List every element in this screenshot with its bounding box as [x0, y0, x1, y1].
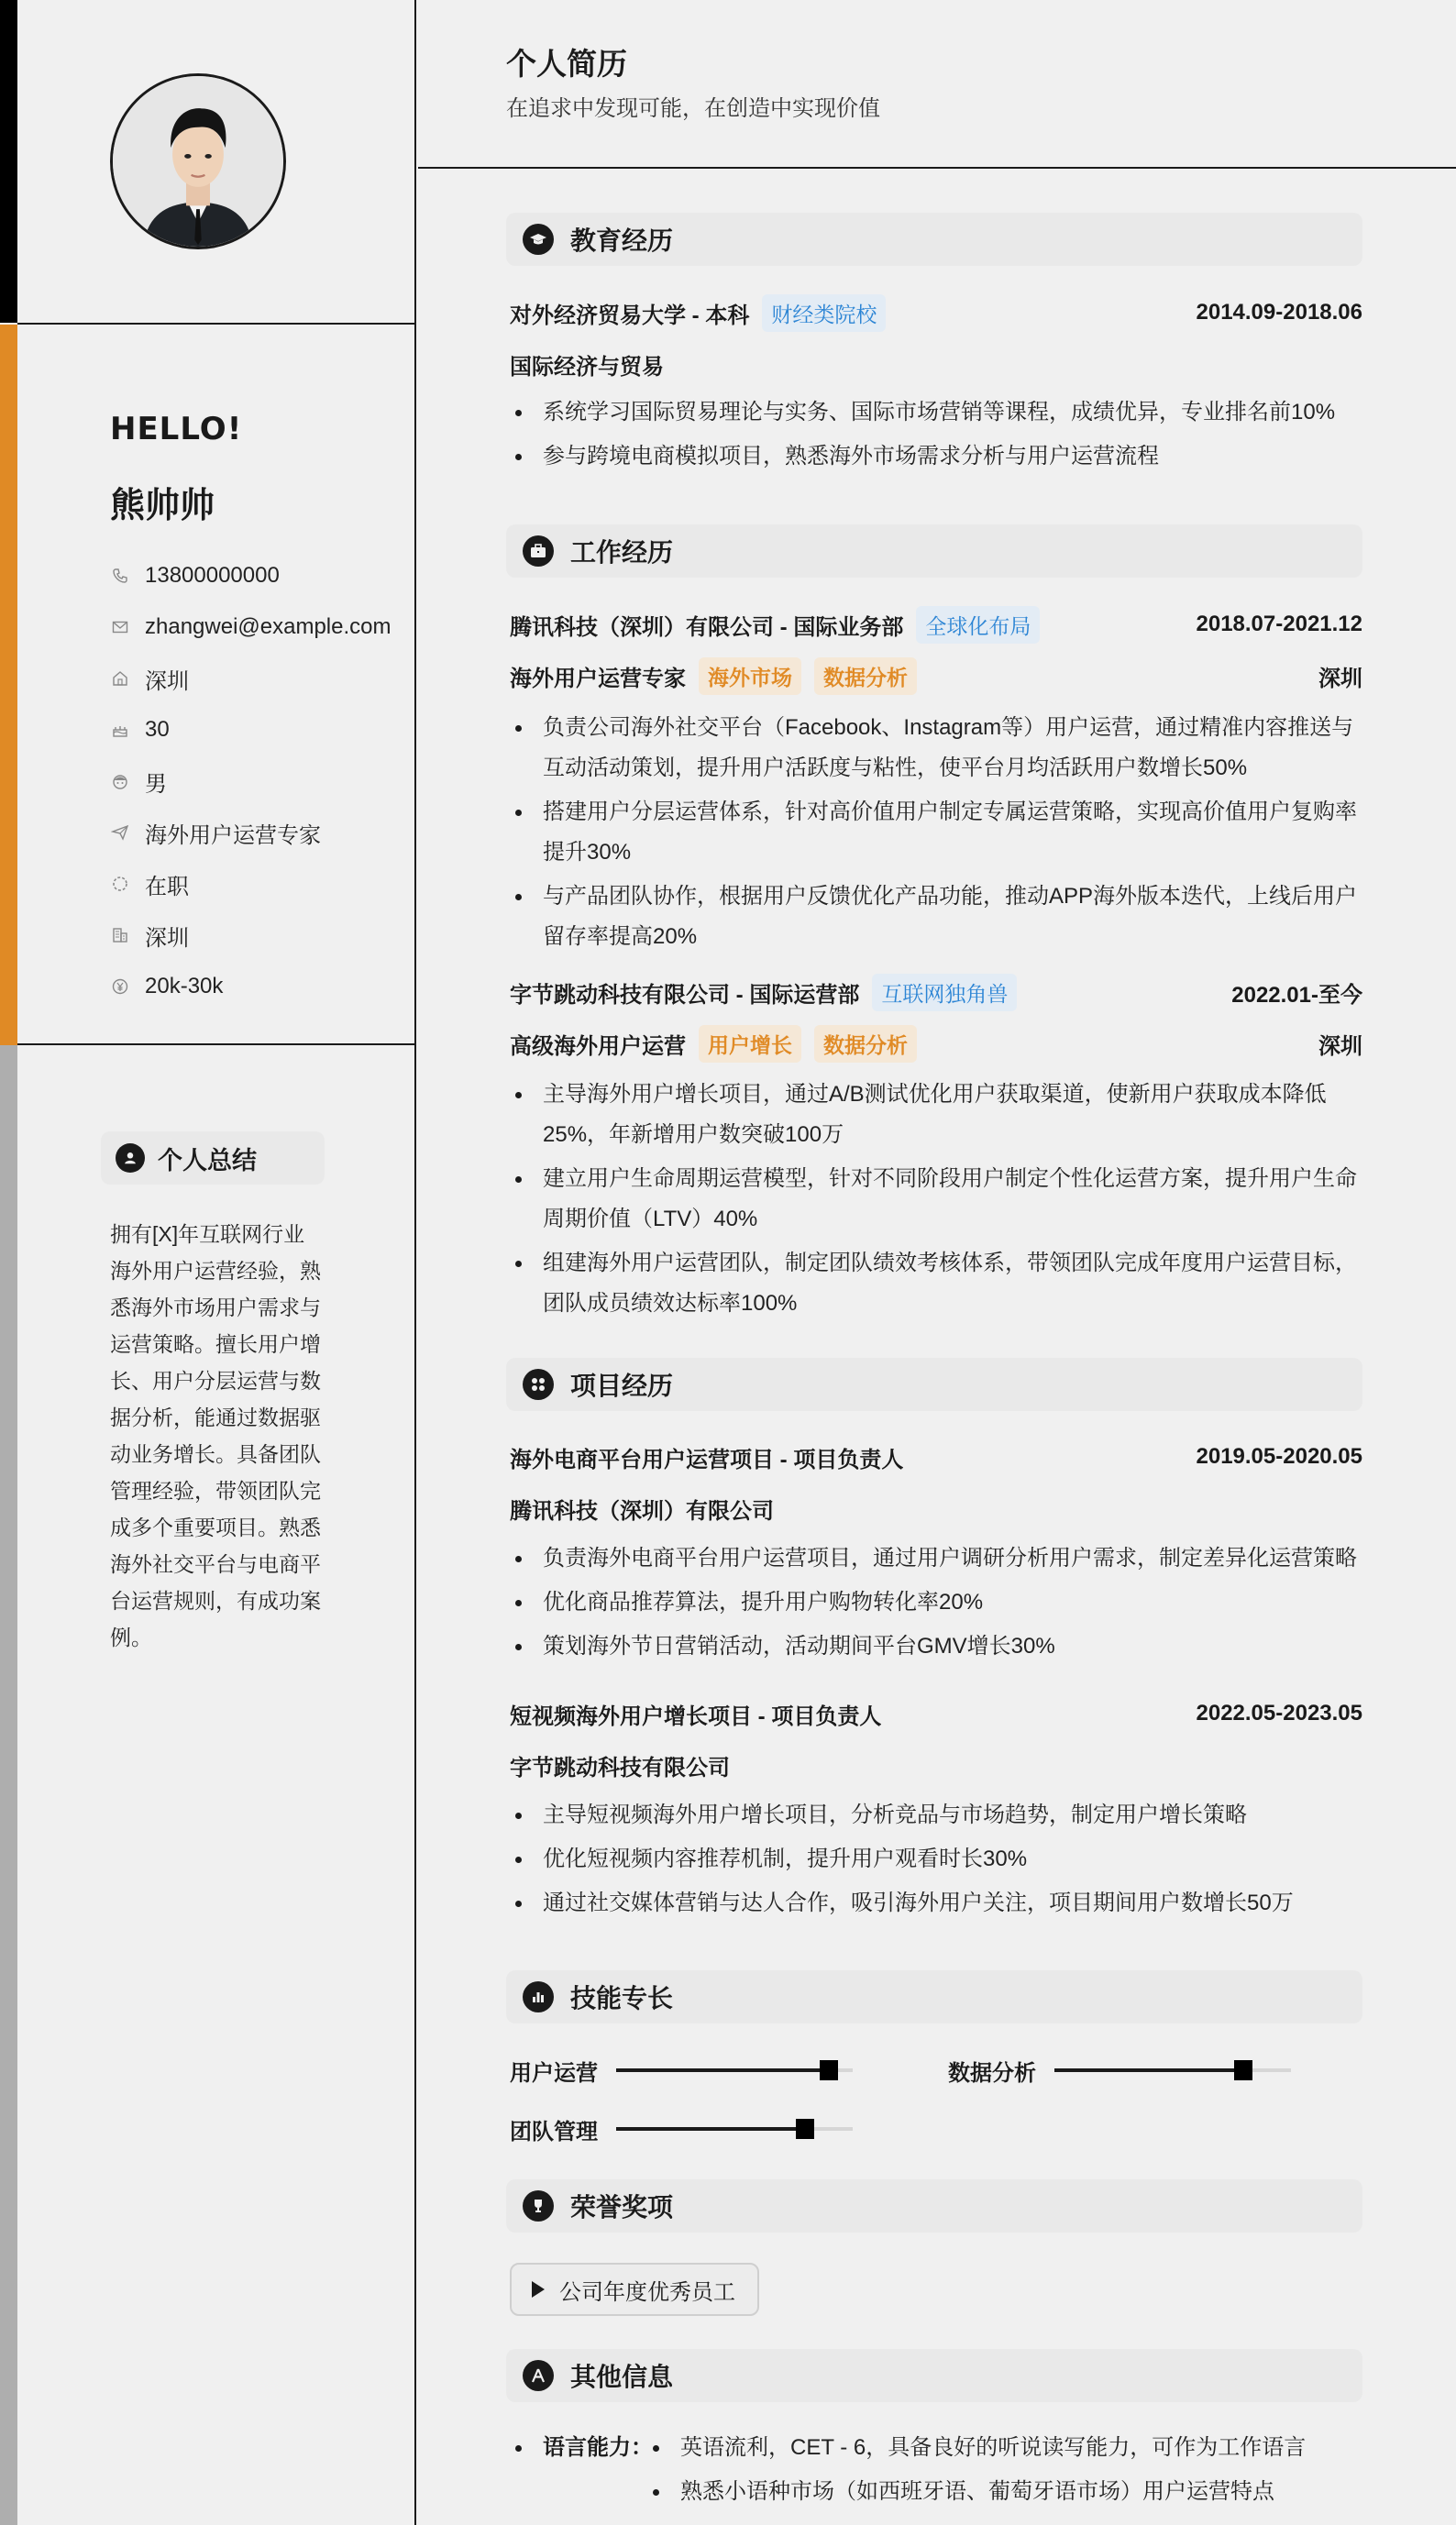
contact-email-value: zhangwei@example.com	[145, 614, 392, 639]
mail-icon	[110, 617, 130, 637]
accent-bar-orange	[0, 325, 17, 1045]
job-period: 2022.01-至今	[1231, 982, 1362, 1008]
list-item: 熟悉小语种市场（如西班牙语、葡萄牙语市场）用户运营特点	[647, 2474, 1306, 2510]
education-period: 2014.09-2018.06	[1196, 300, 1362, 325]
education-major: 国际经济与贸易	[510, 354, 664, 380]
main-content	[418, 0, 1456, 2525]
list-item: 优化商品推荐算法，提升用户购物转化率20%	[510, 1582, 1362, 1623]
job-company: 腾讯科技（深圳）有限公司 - 国际业务部	[510, 614, 904, 640]
other-title: 其他信息	[570, 2363, 674, 2391]
job-role-tag: 数据分析	[814, 657, 917, 695]
job-company-row	[510, 974, 1362, 1010]
skill-item	[510, 2111, 853, 2147]
grid-icon	[523, 1369, 554, 1400]
project-name-row	[510, 1695, 1362, 1732]
contact-salary-value: 20k-30k	[145, 974, 224, 998]
avatar-portrait-icon	[113, 76, 283, 247]
sidebar-divider	[17, 1043, 414, 1045]
job-period: 2018.07-2021.12	[1196, 612, 1362, 636]
job-company-row	[510, 606, 1362, 643]
skill-name: 数据分析	[948, 2060, 1036, 2086]
skills-title: 技能专长	[570, 1984, 674, 2012]
award-label: 公司年度优秀员工	[559, 2279, 735, 2305]
job-role: 海外用户运营专家	[510, 666, 686, 691]
project-period: 2022.05-2023.05	[1196, 1701, 1362, 1726]
job-bullets	[510, 708, 1362, 961]
education-school-row	[510, 294, 1362, 331]
list-item: 组建海外用户运营团队，制定团队绩效考核体系，带领团队完成年度用户运营目标，团队成员绩效达标率100%	[510, 1243, 1362, 1324]
contact-age-value: 30	[145, 717, 170, 742]
job-city: 深圳	[1318, 1033, 1362, 1059]
job-city: 深圳	[1318, 666, 1362, 691]
awards-title: 荣誉奖项	[570, 2193, 674, 2222]
contact-salary	[110, 961, 392, 1012]
contact-gender-value: 男	[145, 771, 167, 797]
yuan-icon	[110, 976, 130, 997]
award-item	[510, 2263, 759, 2316]
job-role-tag: 数据分析	[814, 1025, 917, 1063]
skill-item	[948, 2052, 1291, 2089]
contact-status	[110, 858, 392, 910]
project-name-row	[510, 1439, 1362, 1475]
project-name: 短视频海外用户增长项目 - 项目负责人	[510, 1704, 882, 1729]
project-bullets	[510, 1795, 1362, 1927]
contact-phone-value: 13800000000	[145, 563, 280, 588]
job-role-tag: 海外市场	[699, 657, 801, 695]
skill-track	[1054, 2068, 1291, 2072]
user-icon	[116, 1143, 145, 1173]
summary-text: 拥有[X]年互联网行业海外用户运营经验，熟悉海外市场用户需求与运营策略。擅长用户增长、用户分层运营与数据分析，能通过数据驱动业务增长。具备团队管理经验，带领团队完成多个重要项目。熟悉海外社交平台与电商平台运营规则，有成功案例。	[110, 1222, 321, 1649]
projects-title: 项目经历	[570, 1372, 674, 1400]
skill-knob	[820, 2060, 838, 2080]
hello-heading: HELLO!	[110, 411, 243, 447]
education-school: 对外经济贸易大学 - 本科	[510, 303, 750, 328]
page-subtitle: 在追求中发现可能，在创造中实现价值	[506, 96, 880, 121]
skill-track	[616, 2127, 853, 2131]
list-item: 主导短视频海外用户增长项目，分析竞品与市场趋势，制定用户增长策略	[510, 1795, 1362, 1836]
cake-icon	[110, 720, 130, 740]
job-company-tag: 全球化布局	[916, 606, 1040, 644]
work-title: 工作经历	[570, 538, 674, 567]
candidate-name: 熊帅帅	[110, 487, 215, 525]
phone-icon	[110, 566, 130, 586]
play-icon	[532, 2281, 545, 2298]
building-icon	[110, 925, 130, 945]
skills-section-header	[506, 1970, 1362, 2023]
skill-fill	[616, 2127, 805, 2131]
contact-work-city-value: 深圳	[145, 925, 189, 951]
job-role-row	[510, 1025, 1362, 1062]
contact-status-value: 在职	[145, 874, 189, 899]
contact-email	[110, 601, 392, 653]
contact-target-role	[110, 807, 392, 858]
accent-bar-gray	[0, 1045, 17, 2525]
project-company-row	[510, 1747, 1362, 1783]
project-bullets	[510, 1538, 1362, 1670]
list-item: 策划海外节日营销活动，活动期间平台GMV增长30%	[510, 1626, 1362, 1667]
skill-name: 团队管理	[510, 2119, 598, 2145]
education-title: 教育经历	[570, 226, 674, 255]
language-list	[647, 2430, 1306, 2518]
title-divider	[418, 167, 1456, 169]
project-company: 字节跳动科技有限公司	[510, 1755, 730, 1781]
job-bullets	[510, 1075, 1362, 1328]
other-section-header	[506, 2349, 1362, 2402]
list-item: 主导海外用户增长项目，通过A/B测试优化用户获取渠道，使新用户获取成本降低25%，年新增用户数突破100万	[510, 1075, 1362, 1155]
list-item: 通过社交媒体营销与达人合作，吸引海外用户关注，项目期间用户数增长50万	[510, 1883, 1362, 1924]
contact-gender	[110, 755, 392, 807]
list-item: 与产品团队协作，根据用户反馈优化产品功能，推动APP海外版本迭代，上线后用户留存率提高20%	[510, 877, 1362, 957]
list-item: 优化短视频内容推荐机制，提升用户观看时长30%	[510, 1839, 1362, 1880]
language-label: 语言能力：	[510, 2430, 653, 2466]
job-company-tag: 互联网独角兽	[872, 974, 1017, 1011]
list-item: 负责公司海外社交平台（Facebook、Instagram等）用户运营，通过精准内容推送与互动活动策划，提升用户活跃度与粘性，使平台月均活跃用户数增长50%	[510, 708, 1362, 788]
education-section-header	[506, 213, 1362, 266]
work-section-header	[506, 524, 1362, 578]
language-icon	[523, 2360, 554, 2391]
project-period: 2019.05-2020.05	[1196, 1444, 1362, 1469]
project-company: 腾讯科技（深圳）有限公司	[510, 1498, 774, 1524]
briefcase-icon	[523, 535, 554, 567]
contact-age	[110, 704, 392, 755]
trophy-icon	[523, 2190, 554, 2222]
contact-list	[110, 550, 392, 1012]
skill-track	[616, 2068, 853, 2072]
skill-knob	[796, 2119, 814, 2139]
list-item: 参与跨境电商模拟项目，熟悉海外市场需求分析与用户运营流程	[510, 436, 1362, 477]
list-item: 英语流利，CET - 6，具备良好的听说读写能力，可作为工作语言	[647, 2430, 1306, 2466]
education-school-tag: 财经类院校	[762, 294, 886, 332]
list-item: 负责海外电商平台用户运营项目，通过用户调研分析用户需求，制定差异化运营策略	[510, 1538, 1362, 1579]
sidebar	[0, 0, 416, 2525]
skill-name: 用户运营	[510, 2060, 598, 2086]
summary-title: 个人总结	[158, 1146, 257, 1174]
status-icon	[110, 874, 130, 894]
awards-section-header	[506, 2179, 1362, 2233]
project-company-row	[510, 1490, 1362, 1527]
job-role-row	[510, 657, 1362, 694]
bar-chart-icon	[523, 1981, 554, 2012]
summary-section-header	[101, 1131, 325, 1185]
contact-phone	[110, 550, 392, 601]
list-item: 搭建用户分层运营体系，针对高价值用户制定专属运营策略，实现高价值用户复购率提升30%	[510, 792, 1362, 873]
skill-item	[510, 2052, 853, 2089]
job-role: 高级海外用户运营	[510, 1033, 686, 1059]
job-company: 字节跳动科技有限公司 - 国际运营部	[510, 982, 860, 1008]
list-item: 建立用户生命周期运营模型，针对不同阶段用户制定个性化运营方案，提升用户生命周期价值（LTV）40%	[510, 1159, 1362, 1240]
graduation-cap-icon	[523, 224, 554, 255]
avatar	[110, 73, 286, 249]
education-major-row	[510, 346, 1362, 382]
job-role-tag: 用户增长	[699, 1025, 801, 1063]
contact-location-value: 深圳	[145, 668, 189, 694]
skill-knob	[1234, 2060, 1252, 2080]
contact-target-role-value: 海外用户运营专家	[145, 822, 321, 848]
projects-section-header	[506, 1358, 1362, 1411]
list-item: 系统学习国际贸易理论与实务、国际市场营销等课程，成绩优异，专业排名前10%	[510, 392, 1362, 433]
send-icon	[110, 822, 130, 843]
home-icon	[110, 668, 130, 689]
skill-fill	[1054, 2068, 1243, 2072]
sidebar-divider	[17, 323, 414, 325]
contact-location	[110, 653, 392, 704]
gender-icon	[110, 771, 130, 791]
project-name: 海外电商平台用户运营项目 - 项目负责人	[510, 1447, 904, 1472]
education-bullets	[510, 392, 1362, 480]
accent-bar-black	[0, 0, 17, 323]
skill-fill	[616, 2068, 829, 2072]
contact-work-city	[110, 910, 392, 961]
page-title: 个人简历	[506, 47, 627, 81]
